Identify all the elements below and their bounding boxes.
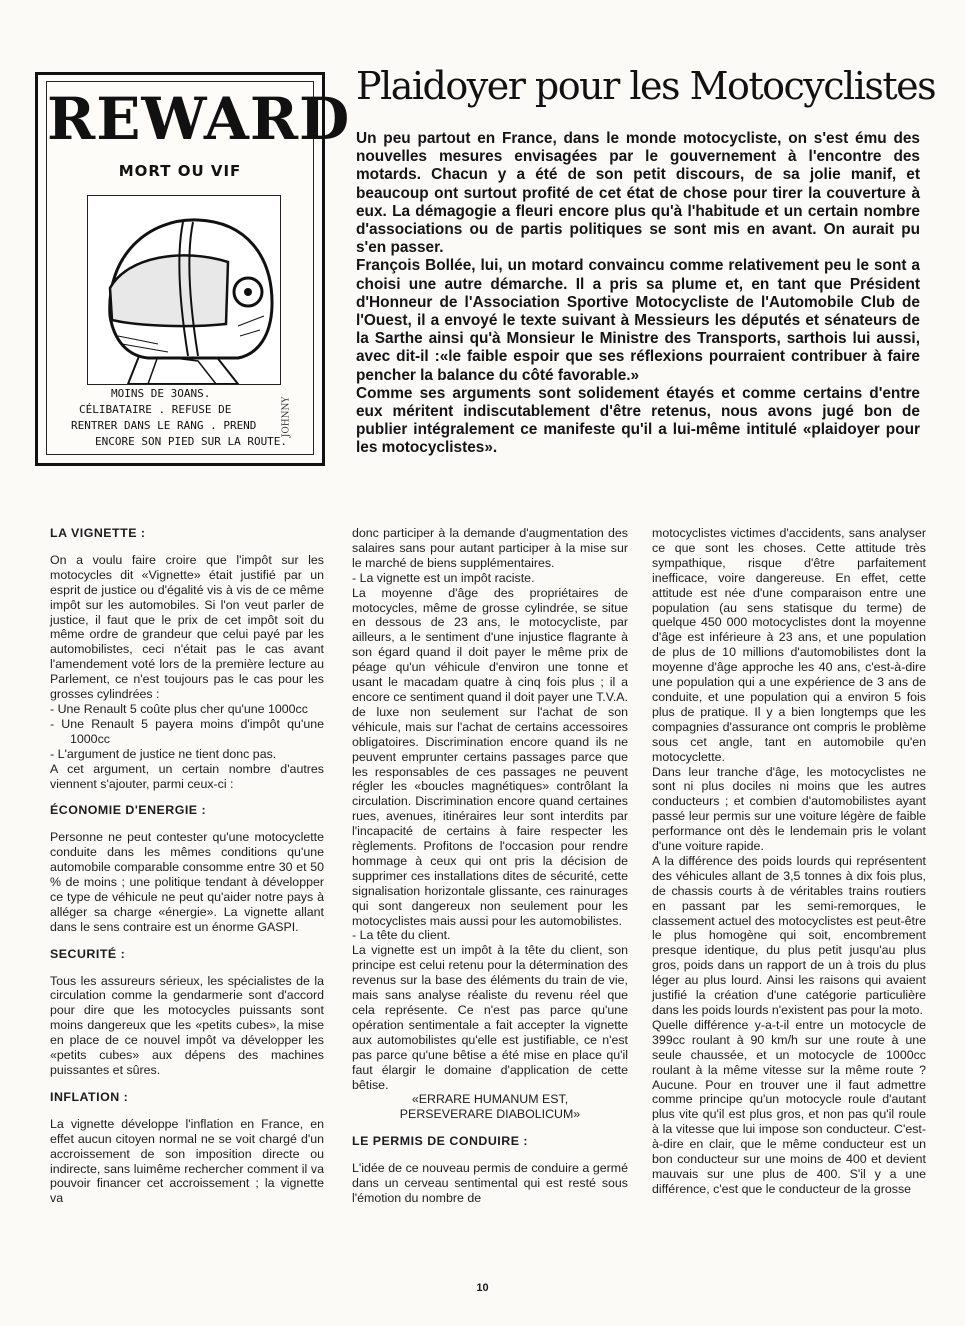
helmet-illustration [87,195,281,385]
paragraph: A la différence des poids lourds qui représentent des véhicules allant de 3,5 tonnes à dix fois plus, de chassis courts à de véritables trains routiers en passant par les semi-remorques, le classement actuel des motocyclistes est peut-être le plus homogène qui soit, encombrement presque identique, du plus petit jusqu'au plus gros, poids dans un rapport de un à trois du plus léger au plus lourd. Ainsi les raisons qui avaient justifié la création d'une catégorie particulière dans les poids lourds n'existent pas pour la moto. [652,853,926,1017]
caption-line: ENCORE SON PIED SUR LA ROUTE. [95,435,288,448]
paragraph: Quelle différence y-a-t-il entre un motocycle de 399cc roulant à 90 km/h sur une route à une seule chaussée, et un motocycle de 1000cc roulant à la même vitesse sur la même route ? Aucune. Pour en trouver une il faut admettre comme principe qu'un motocycle roule d'autant plus vite qu'il est plus gros, et non pas qu'il roule à la vitesse que lui impose son conducteur. C'est-à-dire en clair, que le même conducteur est un bon conducteur sur une moins de 400 et devient mauvais sur une plus de 400. S'il y a une différence, c'est que le conducteur de la grosse [652,1017,926,1196]
list-item: - L'argument de justice ne tient donc pas. [50,746,277,761]
reward-poster [35,72,351,466]
list-item: - La vignette est un impôt raciste. [352,570,535,585]
list-item: - La tête du client. [352,928,451,943]
paragraph: donc participer à la demande d'augmentation des salaires sans pour autant participer à la mise sur le marché de biens supplémentaires. [352,526,628,570]
paragraph: On a voulu faire croire que l'impôt sur les motocycles dit «Vignette» était justifié par un esprit de justice ou d'égalité vis à vis de ce même impôt sur les automobiles. Si l'on veut parler de justice, il faut que le prix de cet impôt soit du même ordre de grandeur que celui payé par les automobilistes, ceci n'était pas le cas avant l'amendement voté lors de la première lecture au Parlement, ce n'est toujours pas le cas pour les grosses cylindrées : [50,552,324,702]
intro-paragraph: François Bollée, lui, un motard convaincu comme relativement peu le sont a choisi une autre démarche. Il a pris sa plume et, en tant que Président d'Honneur de l'Association Sportive Motocycliste de l'Automobile Club de l'Ouest, il a envoyé le texte suivant à Messieurs les députés et sénateurs de la Sarthe ainsi qu'à Monsieur le Ministre des Transports, sarthois lui aussi, avec dit-il :«le faible espoir que ses réflexions pourraient contribuer à faire pencher la balance du côté favorable.» [356,257,920,384]
section-heading-vignette: LA VIGNETTE : [50,526,146,540]
section-heading-permis: LE PERMIS DE CONDUIRE : [352,1134,529,1149]
poster-caption [71,386,295,450]
section-heading-energie: ÉCONOMIE D'ENERGIE : [50,803,207,818]
poster-title: REWARD [47,85,351,153]
paragraph: A cet argument, un certain nombre d'autres viennent s'ajouter, parmi ceux-ci : [50,761,324,791]
poster-subtitle: MORT OU VIF [118,162,242,180]
latin-quote-line: «ERRARE HUMANUM EST, [411,1092,569,1107]
paragraph: Dans leur tranche d'âge, les motocyclistes ne sont ni plus dociles ni moins que les autres conducteurs ; et combien d'automobilistes ayant passé leur permis sur une voiture légère de faible performance ont dès le lendemain pris le volant d'une voiture rapide. [652,764,926,854]
text-column-3 [652,526,926,1197]
caption-line: MOINS DE 3OANS. [111,387,211,400]
page-number: 10 [476,1282,489,1294]
paragraph: L'idée de ce nouveau permis de conduire a germé dans un cerveau sentimental qui est resté sous l'émotion du nombre de [352,1161,628,1205]
article-headline: Plaidoyer pour les Motocyclistes [356,64,936,108]
caption-line: RENTRER DANS LE RANG . PREND [71,419,257,432]
paragraph: Tous les assureurs sérieux, les spécialistes de la circulation comme la gendarmerie sont d'accord pour dire que les motocycles puissants sont moins dangereux que les «petits cubes», la mise en place de ce nouvel impôt va développer les «petits cubes» aux dépens des machines puissantes et sûres. [50,973,324,1077]
artist-signature: JOHNNY [281,396,292,438]
text-column-2 [352,526,628,1206]
intro-paragraph: Comme ses arguments sont solidement étayés et comme certains d'entre eux méritent indiscutablement d'être retenus, nous avons jugé bon de publier intégralement ce manifeste qu'il a lui-même intitulé «plaidoyer pour les motocyclistes». [356,384,920,457]
list-item: - Une Renault 5 payera moins d'impôt qu'une 1000cc [50,716,324,746]
paragraph: La vignette est un impôt à la tête du client, son principe est celui retenu pour la détermination des revenus sur la base des éléments du train de vie, mais sans analyse réaliste du revenu réel que cela représente. Ce n'est pas parce qu'une opération sentimentale a fait accepter la vignette aux automobilistes qu'elle est justifiable, ce n'est pas parce qu'une bêtise a été mise en place qu'il faut élargir le domaine d'application de cette bêtise. [352,943,628,1092]
helmet-drawing [88,196,280,384]
caption-line: CÉLIBATAIRE . REFUSE DE [79,403,232,416]
paragraph: La moyenne d'âge des propriétaires de motocycles, même de grosse cylindrée, se situe en dessous de 23 ans, le motocycliste, par ailleurs, a le sentiment d'une injustice flagrante à son égard quand il doit payer le même prix de péage qu'un véhicule d'environ une tonne et usant le macadam quatre à cinq fois plus ; il a encore ce sentiment quand il doit payer une T.V.A. de luxe non seulement sur l'achat de son véhicule, mais sur l'achat de certains accessoires obligatoires. Discrimination encore quand ils ne peuvent emprunter certains passages parce que les responsables de ces passages ne peuvent régler les «boucles magnétiques» contrôlant la circulation. Discrimination encore quand certaines rues, avenues, itinéraires leur sont interdits par l'incapacité de certains à faire respecter les règlements. Profitons de l'occasion pour rendre hommage à ceux qui ont pris la décision de supprimer ces installations dites de sécurité, cette signalisation horizontale glissante, ces rainurages qui sont dangereux non seulement pour les motocyclistes mais aussi pour les automobilistes. [352,585,628,928]
paragraph: La vignette développe l'inflation en France, en effet aucun citoyen normal ne se voit chargé d'un accroissement de son imposition directe ou indirecte, sans luimême rechercher comment il va pouvoir financer cet accroissement ; la vignette va [50,1116,324,1206]
section-heading-inflation: INFLATION : [50,1089,129,1104]
section-heading-securite: SECURITÉ : [50,946,126,961]
paragraph: Personne ne peut contester qu'une motocyclette conduite dans les mêmes conditions qu'une automobile comparable consomme entre 30 et 50 % de moins ; une politique tendant à développer ce type de véhicule ne peut qu'aider notre pays à alléger sa charge «énergie». La vignette allant dans le sens contraire est un énorme GASPI. [50,830,324,934]
text-column-1 [50,526,324,1206]
latin-quote-line: PERSEVERARE DIABOLICUM» [399,1107,581,1122]
list-item: - Une Renault 5 coûte plus cher qu'une 1000cc [50,701,308,716]
article-intro [356,130,920,458]
paragraph: motocyclistes victimes d'accidents, sans analyser ce que sont les choses. Cette attitude très sympathique, risque d'être parfaitement inefficace, voire dangereuse. En effet, cette attitude est née d'une comparaison entre une population (au sens statisque du terme) de quelque 450 000 motocyclistes dont la moyenne d'âge est inférieure à 23 ans, et une population de plus de 10 millions d'automobilistes dont la moyenne d'âge approche les 40 ans, c'est-à-dire une population qui a une expérience de 3 ans de conduite, et une population qui a environ 5 fois plus de pratique. Il y a bien longtemps que les compagnies d'assurance ont compris le problème sous cet angle, tant en automobile qu'en motocyclette. [652,526,926,764]
poster-frame [46,81,351,455]
intro-paragraph: Un peu partout en France, dans le monde motocycliste, on s'est ému des nouvelles mesures envisagées par le gouvernement à l'encontre des motards. Chacun y a été de son petit discours, de sa jolie manif, et beaucoup ont surtout profité de cet état de chose pour tirer la couverture à eux. La démagogie a fleuri encore plus qu'à l'habitude et un certain nombre d'associations ou de partis politiques se sont mis en avant. On aurait pu s'en passer. [356,130,920,257]
